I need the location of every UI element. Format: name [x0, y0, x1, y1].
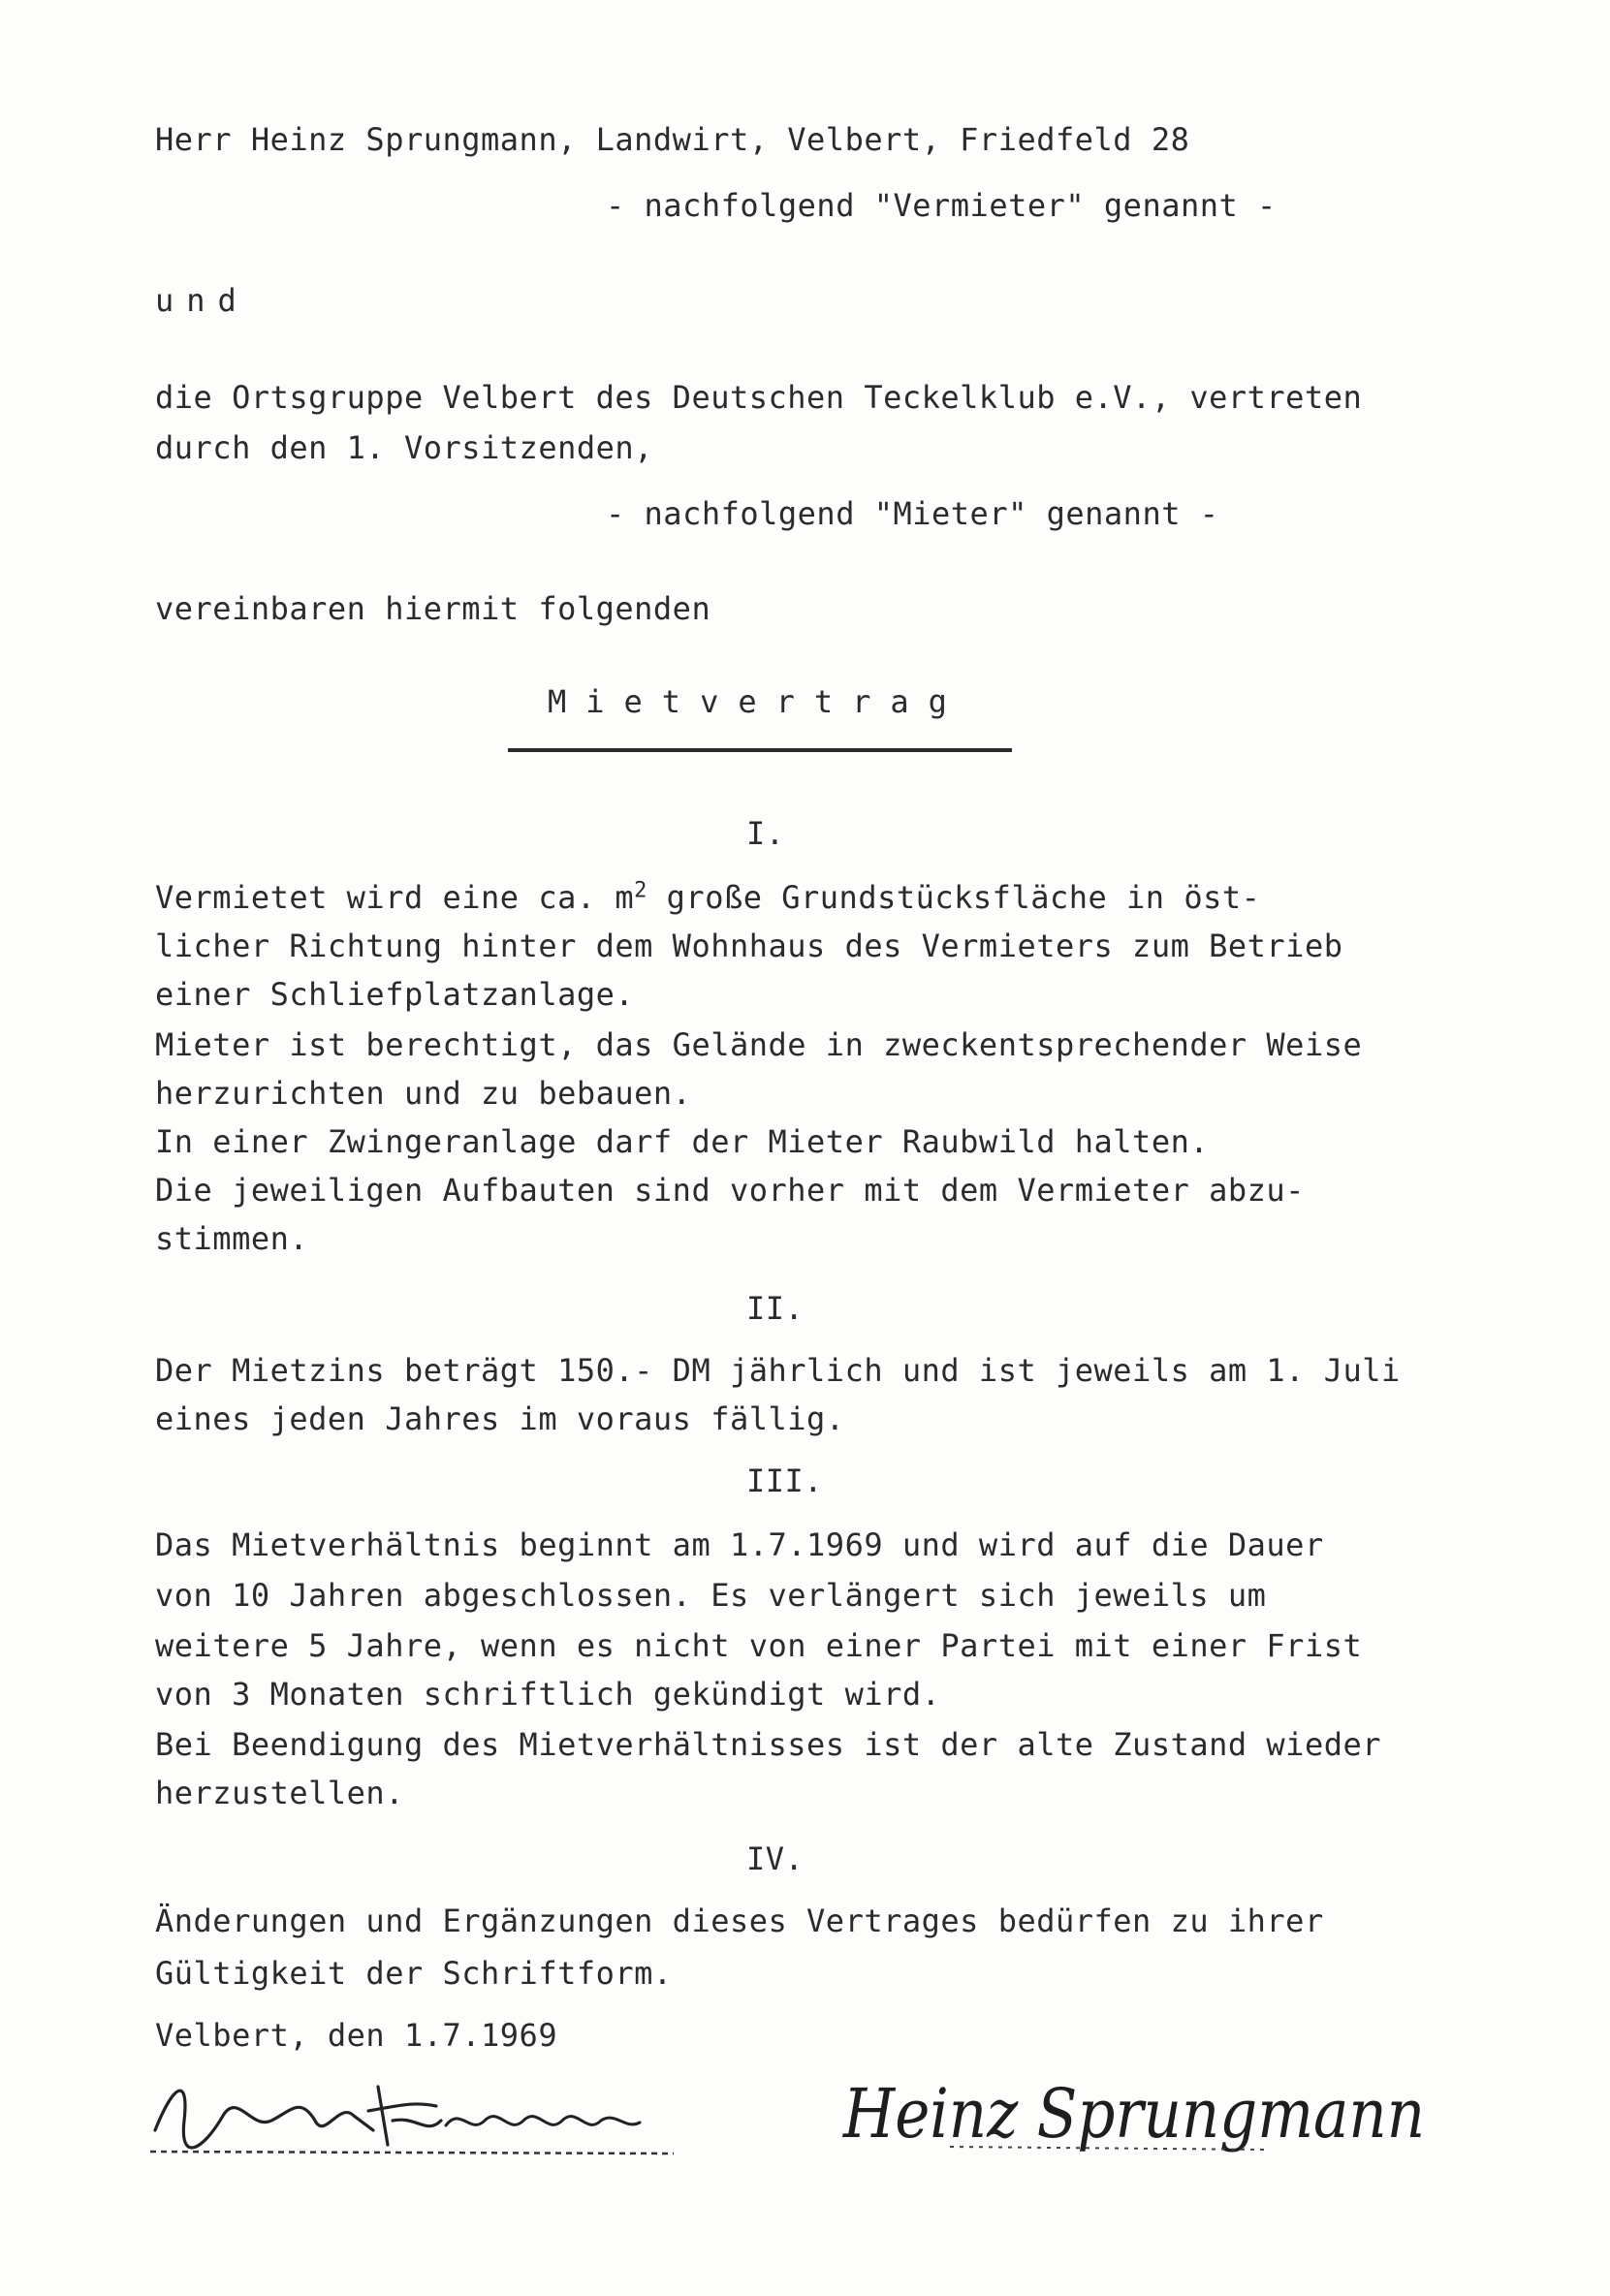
section-line: Das Mietverhältnis beginnt am 1.7.1969 und wird auf die Dauer: [155, 1526, 1324, 1563]
section-line: Gültigkeit der Schriftform.: [155, 1955, 673, 1992]
section-line: Bei Beendigung des Mietverhältnisses ist der alte Zustand wieder: [155, 1726, 1381, 1763]
landlord-line: Herr Heinz Sprungmann, Landwirt, Velbert, Friedfeld 28: [155, 121, 1190, 158]
left-signature: [145, 2062, 688, 2169]
section-line: von 10 Jahren abgeschlossen. Es verlängert sich jeweils um: [155, 1577, 1267, 1614]
title-underline: [508, 748, 1012, 752]
section-number: III.: [746, 1463, 824, 1499]
section-line: herzustellen.: [155, 1775, 404, 1811]
section-number: II.: [746, 1290, 805, 1327]
section-line: Vermietet wird eine ca. $m^2$ große Grundstücksfläche in öst-: [155, 878, 1261, 916]
section-line: Die jeweiligen Aufbauten sind vorher mit dem Vermieter abzu-: [155, 1172, 1305, 1209]
section-line: licher Richtung hinter dem Wohnhaus des Vermieters zum Betrieb: [155, 928, 1343, 964]
tenant-line-2: durch den 1. Vorsitzenden,: [155, 429, 653, 466]
right-signature: [834, 2045, 1454, 2190]
section-line: einer Schliefplatzanlage.: [155, 976, 635, 1013]
section-line: In einer Zwingeranlage darf der Mieter Raubwild halten.: [155, 1123, 1210, 1160]
svg-text:Heinz Sprungmann: Heinz Sprungmann: [841, 2074, 1425, 2154]
section-line: Der Mietzins beträgt 150.- DM jährlich und ist jeweils am 1. Juli: [155, 1352, 1401, 1389]
tenant-role: - nachfolgend "Mieter" genannt -: [606, 495, 1219, 532]
agreement-line: vereinbaren hiermit folgenden: [155, 590, 711, 627]
tenant-line-1: die Ortsgruppe Velbert des Deutschen Teckelklub e.V., vertreten: [155, 379, 1363, 416]
section-line: stimmen.: [155, 1220, 309, 1257]
section-line: eines jeden Jahres im voraus fällig.: [155, 1400, 845, 1437]
section-number: I.: [746, 815, 785, 852]
section-line: Mieter ist berechtigt, das Gelände in zweckentsprechender Weise: [155, 1026, 1363, 1063]
section-line: herzurichten und zu bebauen.: [155, 1075, 692, 1112]
conjunction: und: [155, 282, 249, 319]
place-date: Velbert, den 1.7.1969: [155, 2017, 558, 2054]
section-line: weitere 5 Jahre, wenn es nicht von einer Partei mit einer Frist: [155, 1627, 1363, 1664]
landlord-role: - nachfolgend "Vermieter" genannt -: [606, 187, 1277, 224]
section-line: Änderungen und Ergänzungen dieses Vertrages bedürfen zu ihrer: [155, 1903, 1324, 1939]
section-line: von 3 Monaten schriftlich gekündigt wird.: [155, 1676, 941, 1713]
document-title: Mietvertrag: [548, 683, 966, 720]
section-number: IV.: [746, 1840, 805, 1877]
